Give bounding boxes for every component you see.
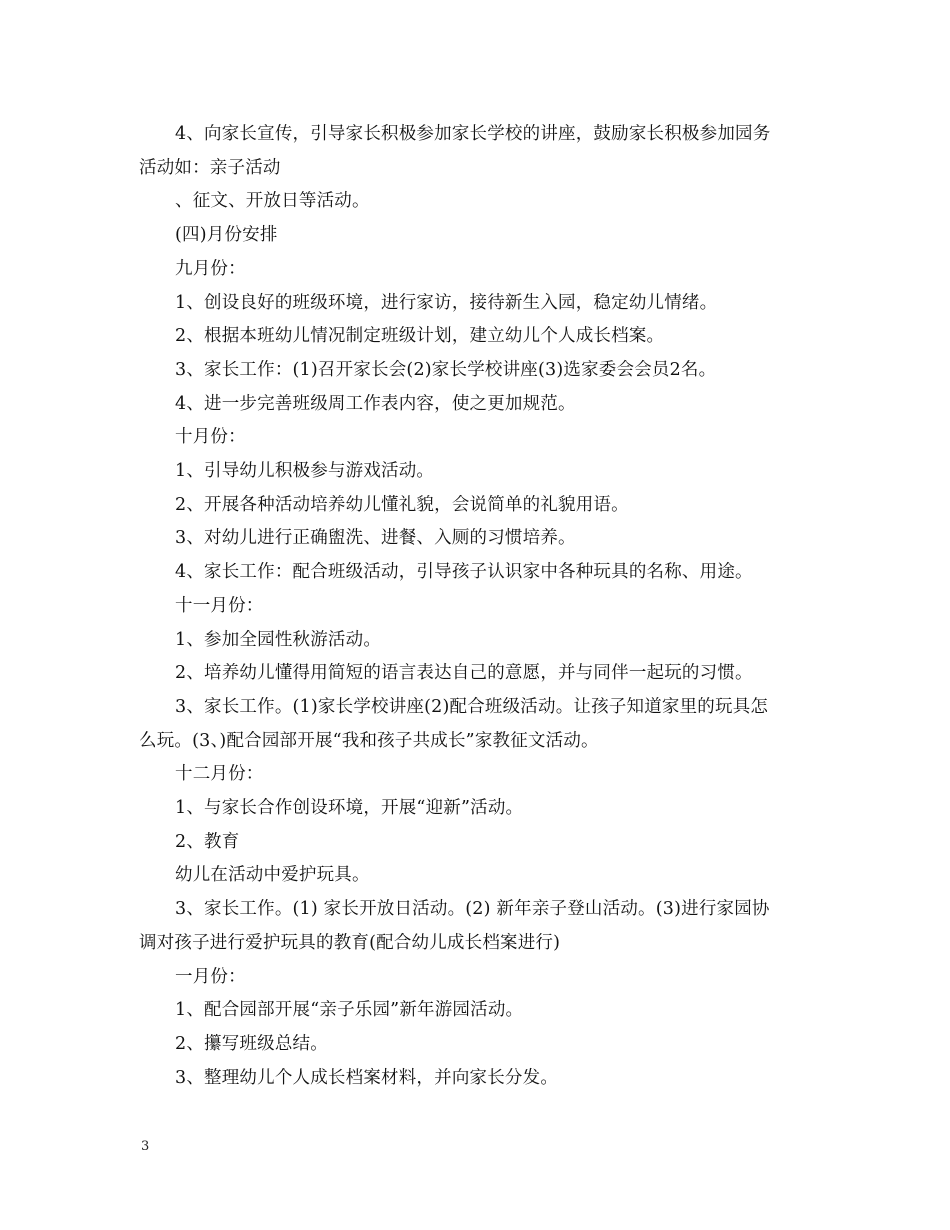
list-item: 3、家长工作：(1)召开家长会(2)家长学校讲座(3)选家委会会员2名。 [175,359,717,380]
list-item: 1、与家长合作创设环境，开展“迎新”活动。 [175,798,524,819]
list-item: 1、创设良好的班级环境，进行家访，接待新生入园，稳定幼儿情绪。 [175,292,718,313]
list-item: 2、培养幼儿懂得用简短的语言表达自己的意愿，并与同伴一起玩的习惯。 [175,663,753,684]
month-heading: 十月份： [175,427,246,448]
list-item: 1、参加全园性秋游活动。 [175,629,382,650]
paragraph-line: 4、向家长宣传，引导家长积极参加家长学校的讲座，鼓励家长积极参加园务 [175,124,771,144]
list-item: 2、攥写班级总结。 [175,1033,328,1054]
list-item: 2、教育 [175,831,240,852]
list-item: 2、开展各种活动培养幼儿懂礼貌，会说简单的礼貌用语。 [175,494,629,515]
section-heading: (四)月份安排 [175,225,278,246]
list-item: 4、进一步完善班级周工作表内容，使之更加规范。 [175,393,576,414]
month-heading: 一月份： [175,966,246,987]
list-item-continuation: 调对孩子进行爱护玩具的教育(配合幼儿成长档案进行) [139,932,561,953]
list-item: 1、引导幼儿积极参与游戏活动。 [175,461,435,482]
list-item: 3、整理幼儿个人成长档案材料，并向家长分发。 [175,1067,559,1088]
month-heading: 十二月份： [175,764,264,785]
month-heading: 十一月份： [175,595,264,616]
list-item: 1、配合园部开展“亲子乐园”新年游园活动。 [175,1000,524,1021]
list-item: 2、根据本班幼儿情况制定班级计划，建立幼儿个人成长档案。 [175,326,665,347]
page-number: 3 [141,1139,150,1154]
list-item: 3、对幼儿进行正确盥洗、进餐、入厕的习惯培养。 [175,528,576,549]
paragraph-line: 、征文、开放日等活动。 [175,191,370,212]
list-item: 3、家长工作。(1)家长学校讲座(2)配合班级活动。让孩子知道家里的玩具怎 [175,696,769,717]
list-item: 3、家长工作。(1) 家长开放日活动。(2) 新年亲子登山活动。(3)进行家园协 [175,899,770,920]
month-heading: 九月份： [175,258,246,279]
document-body [139,118,819,1095]
list-item-continuation: 么玩。(3、)配合园部开展“我和孩子共成长”家教征文活动。 [139,730,599,751]
list-item-continuation: 幼儿在活动中爱护玩具。 [175,865,370,886]
list-item: 4、家长工作：配合班级活动，引导孩子认识家中各种玩具的名称、用途。 [175,562,753,583]
paragraph-line: 活动如：亲子活动 [139,157,281,178]
